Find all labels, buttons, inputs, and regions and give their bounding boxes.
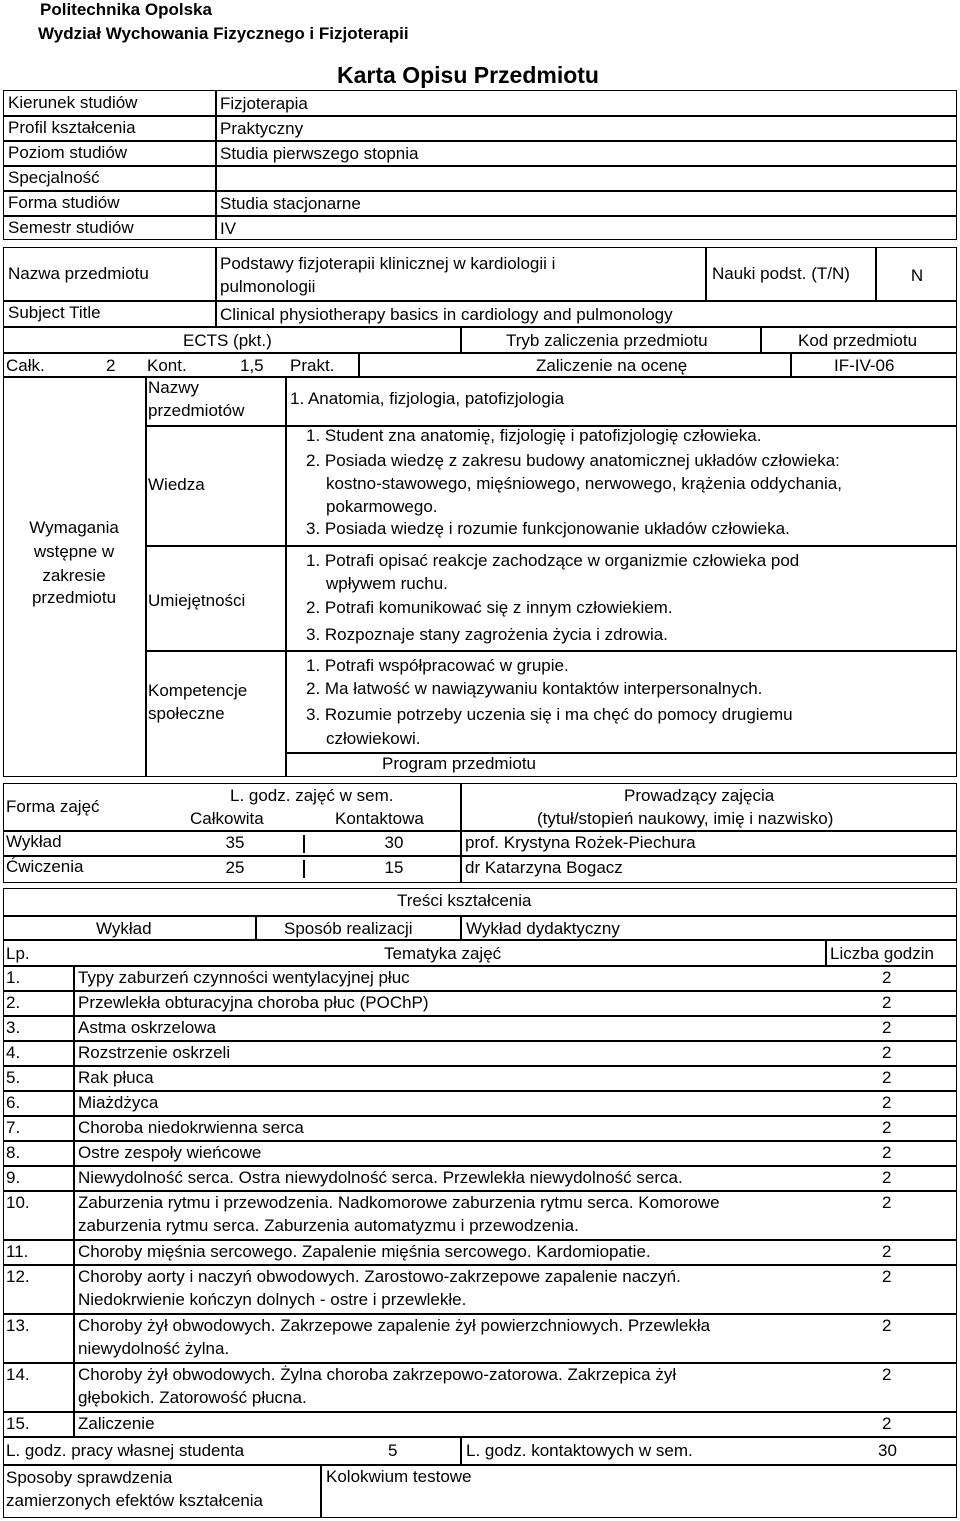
requirements-label: Wymagania (29, 518, 119, 537)
requirements-label: zakresie (42, 566, 106, 585)
forma-value: Ćwiczenia (6, 857, 84, 876)
calk-value: 2 (106, 356, 116, 375)
topic-text: Choroby żył obwodowych. Zakrzepowe zapalenie żył powierzchniowych. Przewlekła (78, 1316, 711, 1335)
topic-text: Ostre zespoły wieńcowe (78, 1143, 262, 1162)
requirements-label: wstępne w (33, 542, 115, 561)
topic-text: Rak płuca (78, 1068, 154, 1087)
info-value: Studia stacjonarne (220, 194, 361, 213)
sposob-value: Wykład dydaktyczny (466, 919, 620, 938)
faculty-name: Wydział Wychowania Fizycznego i Fizjoterapii (38, 24, 409, 43)
topic-lp: 4. (6, 1043, 21, 1062)
requirements-label: przedmiotu (31, 588, 117, 607)
topic-text: Typy zaburzeń czynności wentylacyjnej płuc (78, 968, 410, 987)
topic-lp: 15. (6, 1414, 30, 1433)
prowadzacy-value: prof. Krystyna Rożek-Piechura (465, 833, 696, 852)
wlasnej-value: 5 (388, 1441, 398, 1460)
topic-text: Rozstrzenie oskrzeli (78, 1043, 231, 1062)
calk-hours: 35 (225, 833, 245, 852)
info-value: IV (220, 219, 237, 238)
umiejetnosci-item: 1. Potrafi opisać reakcje zachodzące w organizmie człowieka pod (306, 551, 800, 570)
umiejetnosci-label: Umiejętności (148, 591, 246, 610)
info-label: Poziom studiów (8, 143, 128, 162)
wiedza-label: Wiedza (148, 475, 205, 494)
sposoby-label: Sposoby sprawdzenia (6, 1468, 173, 1487)
nazwy-value: 1. Anatomia, fizjologia, patofizjologia (290, 389, 565, 408)
kontakt-label: L. godz. kontaktowych w sem. (466, 1441, 693, 1460)
subject-name-line2: pulmonologii (220, 277, 316, 296)
prowadzacy-sub: (tytuł/stopień naukowy, imię i nazwisko) (537, 809, 834, 828)
kont-hours: 30 (384, 833, 404, 852)
kompetencje-item: 1. Potrafi współpracować w grupie. (306, 656, 569, 675)
topic-text: Zaburzenia rytmu i przewodzenia. Nadkomorowe zaburzenia rytmu serca. Komorowe (78, 1193, 720, 1212)
kompetencje-item: 2. Ma łatwość w nawiązywaniu kontaktów interpersonalnych. (306, 679, 763, 698)
prowadzacy-value: dr Katarzyna Bogacz (465, 858, 623, 877)
info-label: Profil kształcenia (8, 118, 136, 137)
godziny-header: Liczba godzin (830, 944, 934, 963)
wiedza-item: 3. Posiada wiedzę i rozumie funkcjonowanie układów człowieka. (306, 519, 790, 538)
calk-label: Całk. (6, 356, 45, 375)
topic-hours: 2 (882, 1068, 892, 1087)
topic-lp: 10. (6, 1193, 30, 1212)
program-title: Program przedmiotu (382, 754, 537, 773)
topic-text: niewydolność żylna. (78, 1339, 230, 1358)
topic-hours: 2 (882, 1043, 892, 1062)
topic-text: Choroby żył obwodowych. Żylna choroba zakrzepowo-zatorowa. Zakrzepica żył (78, 1365, 677, 1384)
info-label: Forma studiów (8, 193, 120, 212)
ects-label: ECTS (pkt.) (183, 331, 272, 350)
tematyka-header: Tematyka zajęć (384, 944, 502, 963)
sposoby-value: Kolokwium testowe (326, 1467, 472, 1486)
kod-label: Kod przedmiotu (798, 331, 918, 350)
info-label: Kierunek studiów (8, 93, 138, 112)
subject-name-label: Nazwa przedmiotu (8, 264, 149, 283)
calk-hours: 25 (225, 858, 245, 877)
topic-text: Zaliczenie (78, 1414, 155, 1433)
page-title: Karta Opisu Przedmiotu (337, 62, 599, 88)
topic-lp: 13. (6, 1316, 30, 1335)
nazwy-label: przedmiotów (148, 401, 245, 420)
topic-text: Niedokrwienie kończyn dolnych - ostre i przewlekłe. (78, 1290, 467, 1309)
info-value: Praktyczny (220, 119, 304, 138)
subject-title-value: Clinical physiotherapy basics in cardiology and pulmonology (220, 305, 673, 324)
topic-hours: 2 (882, 1365, 892, 1384)
lp-header: Lp. (6, 944, 30, 963)
kompetencje-label: społeczne (148, 704, 225, 723)
forma-value: Wykład (6, 832, 62, 851)
info-label: Specjalność (8, 168, 100, 187)
godz-label: L. godz. zajęć w sem. (230, 786, 394, 805)
topic-hours: 2 (882, 1267, 892, 1286)
topic-lp: 7. (6, 1118, 21, 1137)
topic-text: Choroby aorty i naczyń obwodowych. Zarostowo-zakrzepowe zapalenie naczyń. (78, 1267, 681, 1286)
topic-lp: 2. (6, 993, 21, 1012)
topic-text: Choroby mięśnia sercowego. Zapalenie mięśnia sercowego. Kardomiopatie. (78, 1242, 651, 1261)
umiejetnosci-item: 3. Rozpoznaje stany zagrożenia życia i zdrowia. (306, 625, 668, 644)
calkowita-label: Całkowita (190, 809, 264, 828)
wiedza-item: 1. Student zna anatomię, fizjologię i patofizjologię człowieka. (306, 426, 762, 445)
topic-lp: 12. (6, 1267, 30, 1286)
prowadzacy-label: Prowadzący zajęcia (624, 786, 775, 805)
kont-hours: 15 (384, 858, 404, 877)
kont-label: Kont. (147, 356, 187, 375)
topic-lp: 8. (6, 1143, 21, 1162)
wiedza-item: 2. Posiada wiedzę z zakresu budowy anatomicznej układów człowieka: (306, 451, 840, 470)
subject-title-label: Subject Title (8, 303, 101, 322)
nauki-value: N (910, 266, 924, 285)
sposob-label: Sposób realizacji (284, 919, 413, 938)
topic-lp: 11. (6, 1242, 29, 1261)
topic-hours: 2 (882, 1242, 892, 1261)
topic-lp: 1. (6, 968, 21, 987)
topic-hours: 2 (882, 1316, 892, 1335)
topic-lp: 5. (6, 1068, 21, 1087)
kompetencje-item: człowiekowi. (326, 729, 421, 748)
forma-label: Forma zajęć (6, 797, 100, 816)
topic-hours: 2 (882, 1143, 892, 1162)
kont-value: 1,5 (240, 356, 264, 375)
subject-name-line1: Podstawy fizjoterapii klinicznej w kardiologii i (220, 254, 556, 273)
info-label: Semestr studiów (8, 218, 134, 237)
topic-text: Astma oskrzelowa (78, 1018, 216, 1037)
topic-text: zaburzenia rytmu serca. Zaburzenia automatyzmu i przewodzenia. (78, 1216, 579, 1235)
kontakt-value: 30 (878, 1441, 897, 1460)
wlasnej-label: L. godz. pracy własnej studenta (6, 1441, 245, 1460)
topic-text: głębokich. Zatorowość płucna. (78, 1388, 307, 1407)
topic-lp: 14. (6, 1365, 30, 1384)
topic-hours: 2 (882, 1414, 892, 1433)
kontaktowa-label: Kontaktowa (335, 809, 424, 828)
nazwy-label: Nazwy (148, 378, 200, 397)
wiedza-item: kostno-stawowego, mięśniowego, nerwowego, krążenia oddychania, (326, 474, 842, 493)
nauki-label: Nauki podst. (T/N) (712, 264, 850, 283)
topic-lp: 6. (6, 1093, 21, 1112)
topic-hours: 2 (882, 1193, 892, 1212)
sposoby-label: zamierzonych efektów kształcenia (6, 1491, 264, 1510)
topic-text: Miażdżyca (78, 1093, 159, 1112)
tryb-label: Tryb zaliczenia przedmiotu (506, 331, 708, 350)
topic-hours: 2 (882, 1118, 892, 1137)
kompetencje-label: Kompetencje (148, 681, 248, 700)
topic-text: Przewlekła obturacyjna choroba płuc (POChP) (78, 993, 429, 1012)
topic-hours: 2 (882, 1018, 892, 1037)
topic-hours: 2 (882, 993, 892, 1012)
content-title: Treści kształcenia (397, 891, 532, 910)
topic-hours: 2 (882, 1168, 892, 1187)
content-form: Wykład (96, 919, 152, 938)
kompetencje-item: 3. Rozumie potrzeby uczenia się i ma chęć do pomocy drugiemu (306, 705, 793, 724)
info-value: Studia pierwszego stopnia (220, 144, 419, 163)
topic-hours: 2 (882, 1093, 892, 1112)
topic-text: Choroba niedokrwienna serca (78, 1118, 304, 1137)
topic-text: Niewydolność serca. Ostra niewydolność serca. Przewlekła niewydolność serca. (78, 1168, 683, 1187)
institution-name: Politechnika Opolska (40, 0, 212, 19)
umiejetnosci-item: 2. Potrafi komunikować się z innym człowiekiem. (306, 598, 673, 617)
info-value: Fizjoterapia (220, 94, 308, 113)
topic-lp: 9. (6, 1168, 21, 1187)
umiejetnosci-item: wpływem ruchu. (326, 574, 448, 593)
topic-hours: 2 (882, 968, 892, 987)
kod-value: IF-IV-06 (834, 356, 895, 375)
topic-lp: 3. (6, 1018, 21, 1037)
tryb-value: Zaliczenie na ocenę (536, 356, 688, 375)
prakt-label: Prakt. (290, 356, 335, 375)
wiedza-item: pokarmowego. (326, 497, 438, 516)
